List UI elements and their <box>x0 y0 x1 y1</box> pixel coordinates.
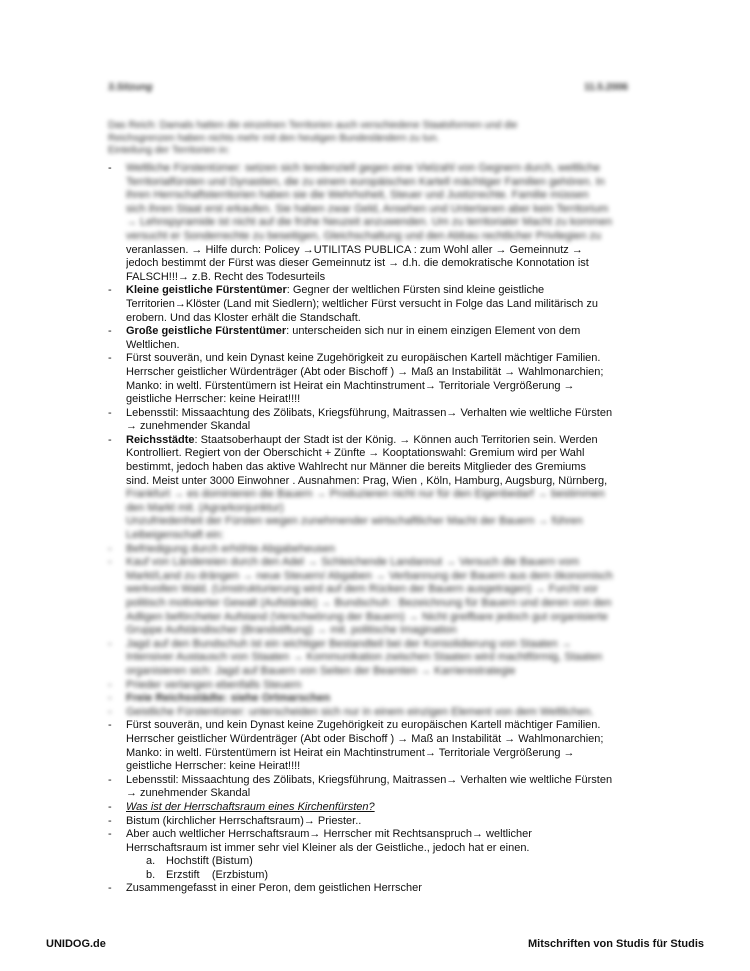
blurred-line: Territorialfürsten und Dynastien, die zu einem europäischen Kartell mächtiger Familien gehören. In <box>126 175 605 188</box>
list-item-weltlicher-herrschaftsraum <box>108 828 643 882</box>
text-line: Herrscher geistlicher Würdenträger (Abt oder Bischoff ) → Maß an Instabilität → Wahlmonarchien; <box>126 732 604 745</box>
list-item-fuerst-souveraen <box>108 352 643 406</box>
text-line: → zunehmender Skandal <box>126 787 251 800</box>
text-line: - Lebensstil: Missaachtung des Zölibats, Kriegsführung, Maitrassen→ Verhalten wie weltliche Fürsten <box>126 406 613 419</box>
text-line: - Bistum (kirchlicher Herrschaftsraum)→ Priester.. <box>126 814 362 827</box>
list-item: - Prieder verlangen ebenfalls Steuern <box>108 679 643 693</box>
list-item-lebensstil <box>108 407 643 434</box>
sub-text: Hochstift (Bistum) <box>166 855 253 868</box>
text-line: veranlassen. → Hilfe durch: Policey →UTILITAS PUBLICA : zum Wohl aller → Gemeinnutz → <box>126 243 583 256</box>
list-item: - Freie Reichsstädte: siehe Ortmarschen <box>108 692 643 706</box>
sub-marker: b. <box>146 868 156 881</box>
list-item: - Kauf von Ländereien durch den Adel → Schleichende Landannut → Versuch die Bauern vom Markt/Land zu drängen → neue Steuern/ Abgaben → Verbannung der Bauern aus dem ökonomisch werkvollen Wald. (Umstrukturierung wird auf dem Rücken der Bauern ausgetragen) → Furcht vor politisch motivierter Gewalt (Aufstände) → Bundschuh : Bezeichnung für Bauern und deren von den Adligen beförcheter Aufstand (Verschwörung der Bauern) → Nicht greifbare jedoch gut organisierte Gruppe Aufständischer (Brandstiftung) → mit. politische Imagination <box>108 556 643 638</box>
text-line: bestimmt, jedoch haben das aktive Wahlrecht nur Männer die bereits Mitglieder des Gremiums <box>126 461 586 474</box>
list-item-grosse-geistliche <box>108 325 643 352</box>
blurred-line: Frankfurt → es dominieren die Bauern → Produzieren nicht nur für den Eigenbedarf → bestimmen <box>126 488 605 501</box>
text-line: FALSCH!!!→ z.B. Recht des Todesurteils <box>126 270 326 283</box>
sub-item-erzstift <box>126 869 643 883</box>
sub-item-hochstift <box>126 855 643 869</box>
blurred-section <box>108 543 643 720</box>
list-item-bistum <box>108 815 643 829</box>
text-line: Weltlichen. <box>126 338 180 351</box>
intro-line: Einteilung der Territorien in: <box>108 145 230 156</box>
text-line: - Zusammengefasst in einer Peron, dem geistlichen Herrscher <box>126 882 422 895</box>
text-line: Herrschaftsraum ist immer sehr viel Kleiner als der Geistliche., jedoch hat er einen. <box>126 841 530 854</box>
text-line: : Gegner der weltlichen Fürsten sind kleine geistliche <box>286 284 545 297</box>
text-line: Herrscher geistlicher Würdenträger (Abt oder Bischoff ) → Maß an Instabilität → Wahlmonarchien; <box>126 365 604 378</box>
text-line: erobern. Und das Kloster erhält die Standschaft. <box>126 311 361 324</box>
blurred-line: → Lehnspyramide ist nicht auf die frühe Neuzeit anzuwenden. Um zu territorialer Macht zu kommen <box>126 216 613 229</box>
blurred-line: sich ihren Staat erst erkaufen. Sie haben zwar Geld, Ansehen und Untertanen aber kein Territorium <box>126 202 609 215</box>
list-item-fuerst-souveraen-2 <box>108 719 643 773</box>
blurred-line: Unzufriedenheit der Fürsten wegen zunehmender wirtschaftlicher Macht der Bauern → führen <box>126 515 583 528</box>
page-header <box>108 82 628 98</box>
text-line: - Fürst souverän, und kein Dynast keine Zugehörigkeit zu europäischen Kartell mächtiger Familien. <box>126 352 601 365</box>
session-date: 11.5.2006 <box>584 82 628 93</box>
text-line: geistliche Herrscher: keine Heirat!!!! <box>126 760 301 773</box>
text-line: Manko: in weltl. Fürstentümern ist Heirat ein Machtinstrument→ Territoriale Vergrößerung → <box>126 746 575 759</box>
question-heading: - Was ist der Herrschaftsraum eines Kirchenfürsten? <box>126 800 375 813</box>
notes-list <box>108 162 643 896</box>
text-line: sind. Meist unter 3000 Einwohner . Ausnahmen: Prag, Wien , Köln, Hamburg, Augsburg, Nürnberg, <box>126 474 608 487</box>
list-item-question <box>108 801 643 815</box>
text-line: Manko: in weltl. Fürstentümern ist Heirat ein Machtinstrument→ Territoriale Vergrößerung → <box>126 379 575 392</box>
intro-line: Reichsgrenzen haben nichts mehr mit den heutigen Bundesländern zu tun. <box>108 132 440 144</box>
list-item: - Befriedigung durch erhöhte Abgabeheusen <box>108 543 643 557</box>
blurred-line: versucht er Sonderrechte zu beseitigen, Gleichschaltung und den Abbau rechtlicher Privilegien zu <box>126 229 602 242</box>
list-item: - Jagd auf den Bundschuh ist ein wichtiger Bestandteil bei der Konsolidierung von Staaten → Intensiver Austausch von Staaten → Kommunikation zwischen Staaten wird machtförmig, Staaten organisieren sich: Jagd auf Bauern von Seiten der Beamten → Karrierestrategie <box>108 638 643 679</box>
text-line: geistliche Herrscher: keine Heirat!!!! <box>126 393 301 406</box>
list-item-weltliche <box>108 162 643 284</box>
footer-tagline: Mitschriften von Studis für Studis <box>527 938 704 950</box>
text-line: : Staatsoberhaupt der Stadt ist der König. → Können auch Territorien sein. Werden <box>194 433 598 446</box>
list-item: - Geistliche Fürstentümer: unterscheiden sich nur in einem einzigen Element von dem Weltlichen. <box>108 706 643 720</box>
item-heading: Große geistliche Fürstentümer <box>126 325 287 338</box>
intro-line: Das Reich: Damals hatten die einzelnen Territorien auch verschiedene Staatsformen und die <box>108 120 518 131</box>
list-item-reichsstaedte <box>108 434 643 543</box>
text-line: : unterscheiden sich nur in einem einzigen Element von dem <box>286 325 581 338</box>
footer-site: UNIDOG.de <box>46 938 106 950</box>
blurred-line: ihren Herrschaftsterritorien haben sie die Wehrhoheit, Steuer und Justizrechte. Familie müssen <box>126 189 589 202</box>
text-line: - Aber auch weltlicher Herrschaftsraum→ Herrscher mit Rechtsanspruch→ weltlicher <box>126 828 532 841</box>
intro-paragraph <box>108 120 628 158</box>
blurred-line: den Markt mit. (Agrarkonjunktur) <box>126 501 284 514</box>
list-item-lebensstil-2 <box>108 774 643 801</box>
sub-marker: a. <box>146 855 156 868</box>
list-item-zusammengefasst <box>108 882 643 896</box>
list-item-kleine-geistliche <box>108 284 643 325</box>
session-label: 3.Sitzung <box>108 82 153 93</box>
blurred-line: Leibeigenschaft ein: <box>126 529 224 542</box>
text-line: Kontrolliert. Regiert von der Oberschicht + Zünfte → Kooptationswahl: Gremium wird per Wahl <box>126 447 585 460</box>
blurred-line: - Weltliche Fürstentümer: setzen sich tendenziell gegen eine Vielzahl von Gegnern durch, weltliche <box>126 162 601 174</box>
text-line: - Lebensstil: Missaachtung des Zölibats, Kriegsführung, Maitrassen→ Verhalten wie weltliche Fürsten <box>126 773 613 786</box>
item-heading: Kleine geistliche Fürstentümer <box>126 284 287 297</box>
text-line: → zunehmender Skandal <box>126 420 251 433</box>
text-line: - Fürst souverän, und kein Dynast keine Zugehörigkeit zu europäischen Kartell mächtiger Familien. <box>126 719 601 732</box>
text-line: jedoch bestimmt der Fürst was dieser Gemeinnutz ist → d.h. die demokratische Konnotation ist <box>126 257 589 270</box>
item-heading: Reichsstädte <box>126 433 195 446</box>
text-line: Territorien→Klöster (Land mit Siedlern); weltlicher Fürst versucht in Folge das Land militärisch zu <box>126 297 598 310</box>
sub-text: Erzstift (Erzbistum) <box>166 868 269 881</box>
